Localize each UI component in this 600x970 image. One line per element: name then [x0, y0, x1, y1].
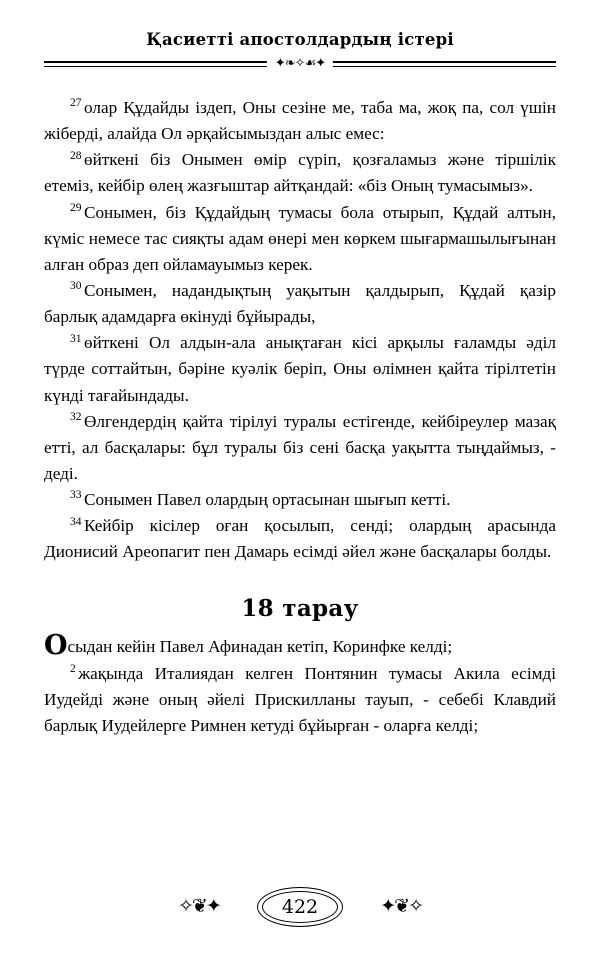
- verse-paragraph: [44, 487, 556, 513]
- verse-number: 31: [70, 332, 82, 345]
- verse-text: өйткені біз Онымен өмір сүріп, қозғаламыз және тіршілік етеміз, кейбір өлең жазғыштар айтқандай: «біз Оның тумасымыз».: [44, 150, 556, 196]
- verse-paragraph: [44, 513, 556, 565]
- verse-number: 33: [70, 489, 82, 502]
- verse-paragraph: [44, 330, 556, 408]
- verse-number: 30: [70, 280, 82, 293]
- divider-ornament-icon: ✦❧✧☙✦: [267, 55, 333, 71]
- chapter-heading: 18 тарау: [241, 594, 359, 622]
- page-number: 422: [281, 896, 319, 918]
- verse-number: 34: [70, 515, 82, 528]
- folio-ornament: [170, 883, 430, 931]
- verse-number: 28: [70, 149, 82, 162]
- body-text: [44, 95, 556, 739]
- verse-paragraph: [44, 409, 556, 487]
- verse-text: Сонымен, біз Құдайдың тумасы бола отырып, Құдай алтын, күміс немесе тас сияқты адам өнері мен көркем шығармашылығынан алған образ деп ойламауымыз керек.: [44, 202, 556, 274]
- verse-paragraph: [44, 147, 556, 199]
- page-footer: [0, 883, 600, 936]
- verse-number: 2: [70, 662, 76, 675]
- drop-capital: О: [44, 630, 68, 662]
- verse-paragraph: [44, 95, 556, 147]
- verse-paragraph: [44, 200, 556, 278]
- verse-number: 29: [70, 201, 82, 214]
- verse-paragraph: [44, 278, 556, 330]
- verse-number: 27: [70, 97, 82, 110]
- ornament-left-icon: ✧❦✦: [178, 896, 220, 917]
- running-header: Қасиетті апостолдардың істері: [146, 30, 454, 49]
- verse-number: 32: [70, 410, 82, 423]
- verse-text: сыдан кейін Павел Афинадан кетіп, Коринфке келді;: [67, 637, 453, 657]
- verse-text: олар Құдайды іздеп, Оны сезіне ме, таба ма, жоқ па, сол үшін жіберді, алайда Ол әрқайсымыздан алыс емес:: [44, 98, 556, 144]
- verse-paragraph-dropcap: [44, 630, 556, 662]
- verse-text: Сонымен, надандықтың уақытын қалдырып, Құдай қазір барлық адамдарға өкінуді бұйырады,: [44, 280, 556, 327]
- verse-text: өйткені Ол алдын-ала анықтаған кісі арқылы ғаламды әділ түрде соттайтын, бәріне куәлік беріп, Оны өлімнен қайта тірілтетін күнді тағайындады.: [44, 333, 556, 405]
- header-divider: [44, 55, 556, 77]
- verse-text: Кейбір кісілер оған қосылып, сенді; олардың арасында Дионисий Ареопагит пен Дамарь есімді әйел және басқалары болды.: [44, 516, 556, 562]
- verse-text: Сонымен Павел олардың ортасынан шығып кетті.: [84, 490, 451, 510]
- verse-text: Өлгендердің қайта тірілуі туралы естігенде, кейбіреулер мазақ етті, ал басқалары: бұл туралы біз сені басқа уақытта тыңдаймыз, - деді.: [44, 411, 556, 483]
- verse-paragraph: [44, 661, 556, 739]
- ornament-right-icon: ✦❦✧: [380, 896, 422, 917]
- verse-text: жақында Италиядан келген Понтянин тумасы Акила есімді Иудейді және оның әйелі Прискилланы тауып, - себебі Клавдий барлық Иудейлерге Римнен кетуді бұйырған - оларға келді;: [44, 663, 556, 735]
